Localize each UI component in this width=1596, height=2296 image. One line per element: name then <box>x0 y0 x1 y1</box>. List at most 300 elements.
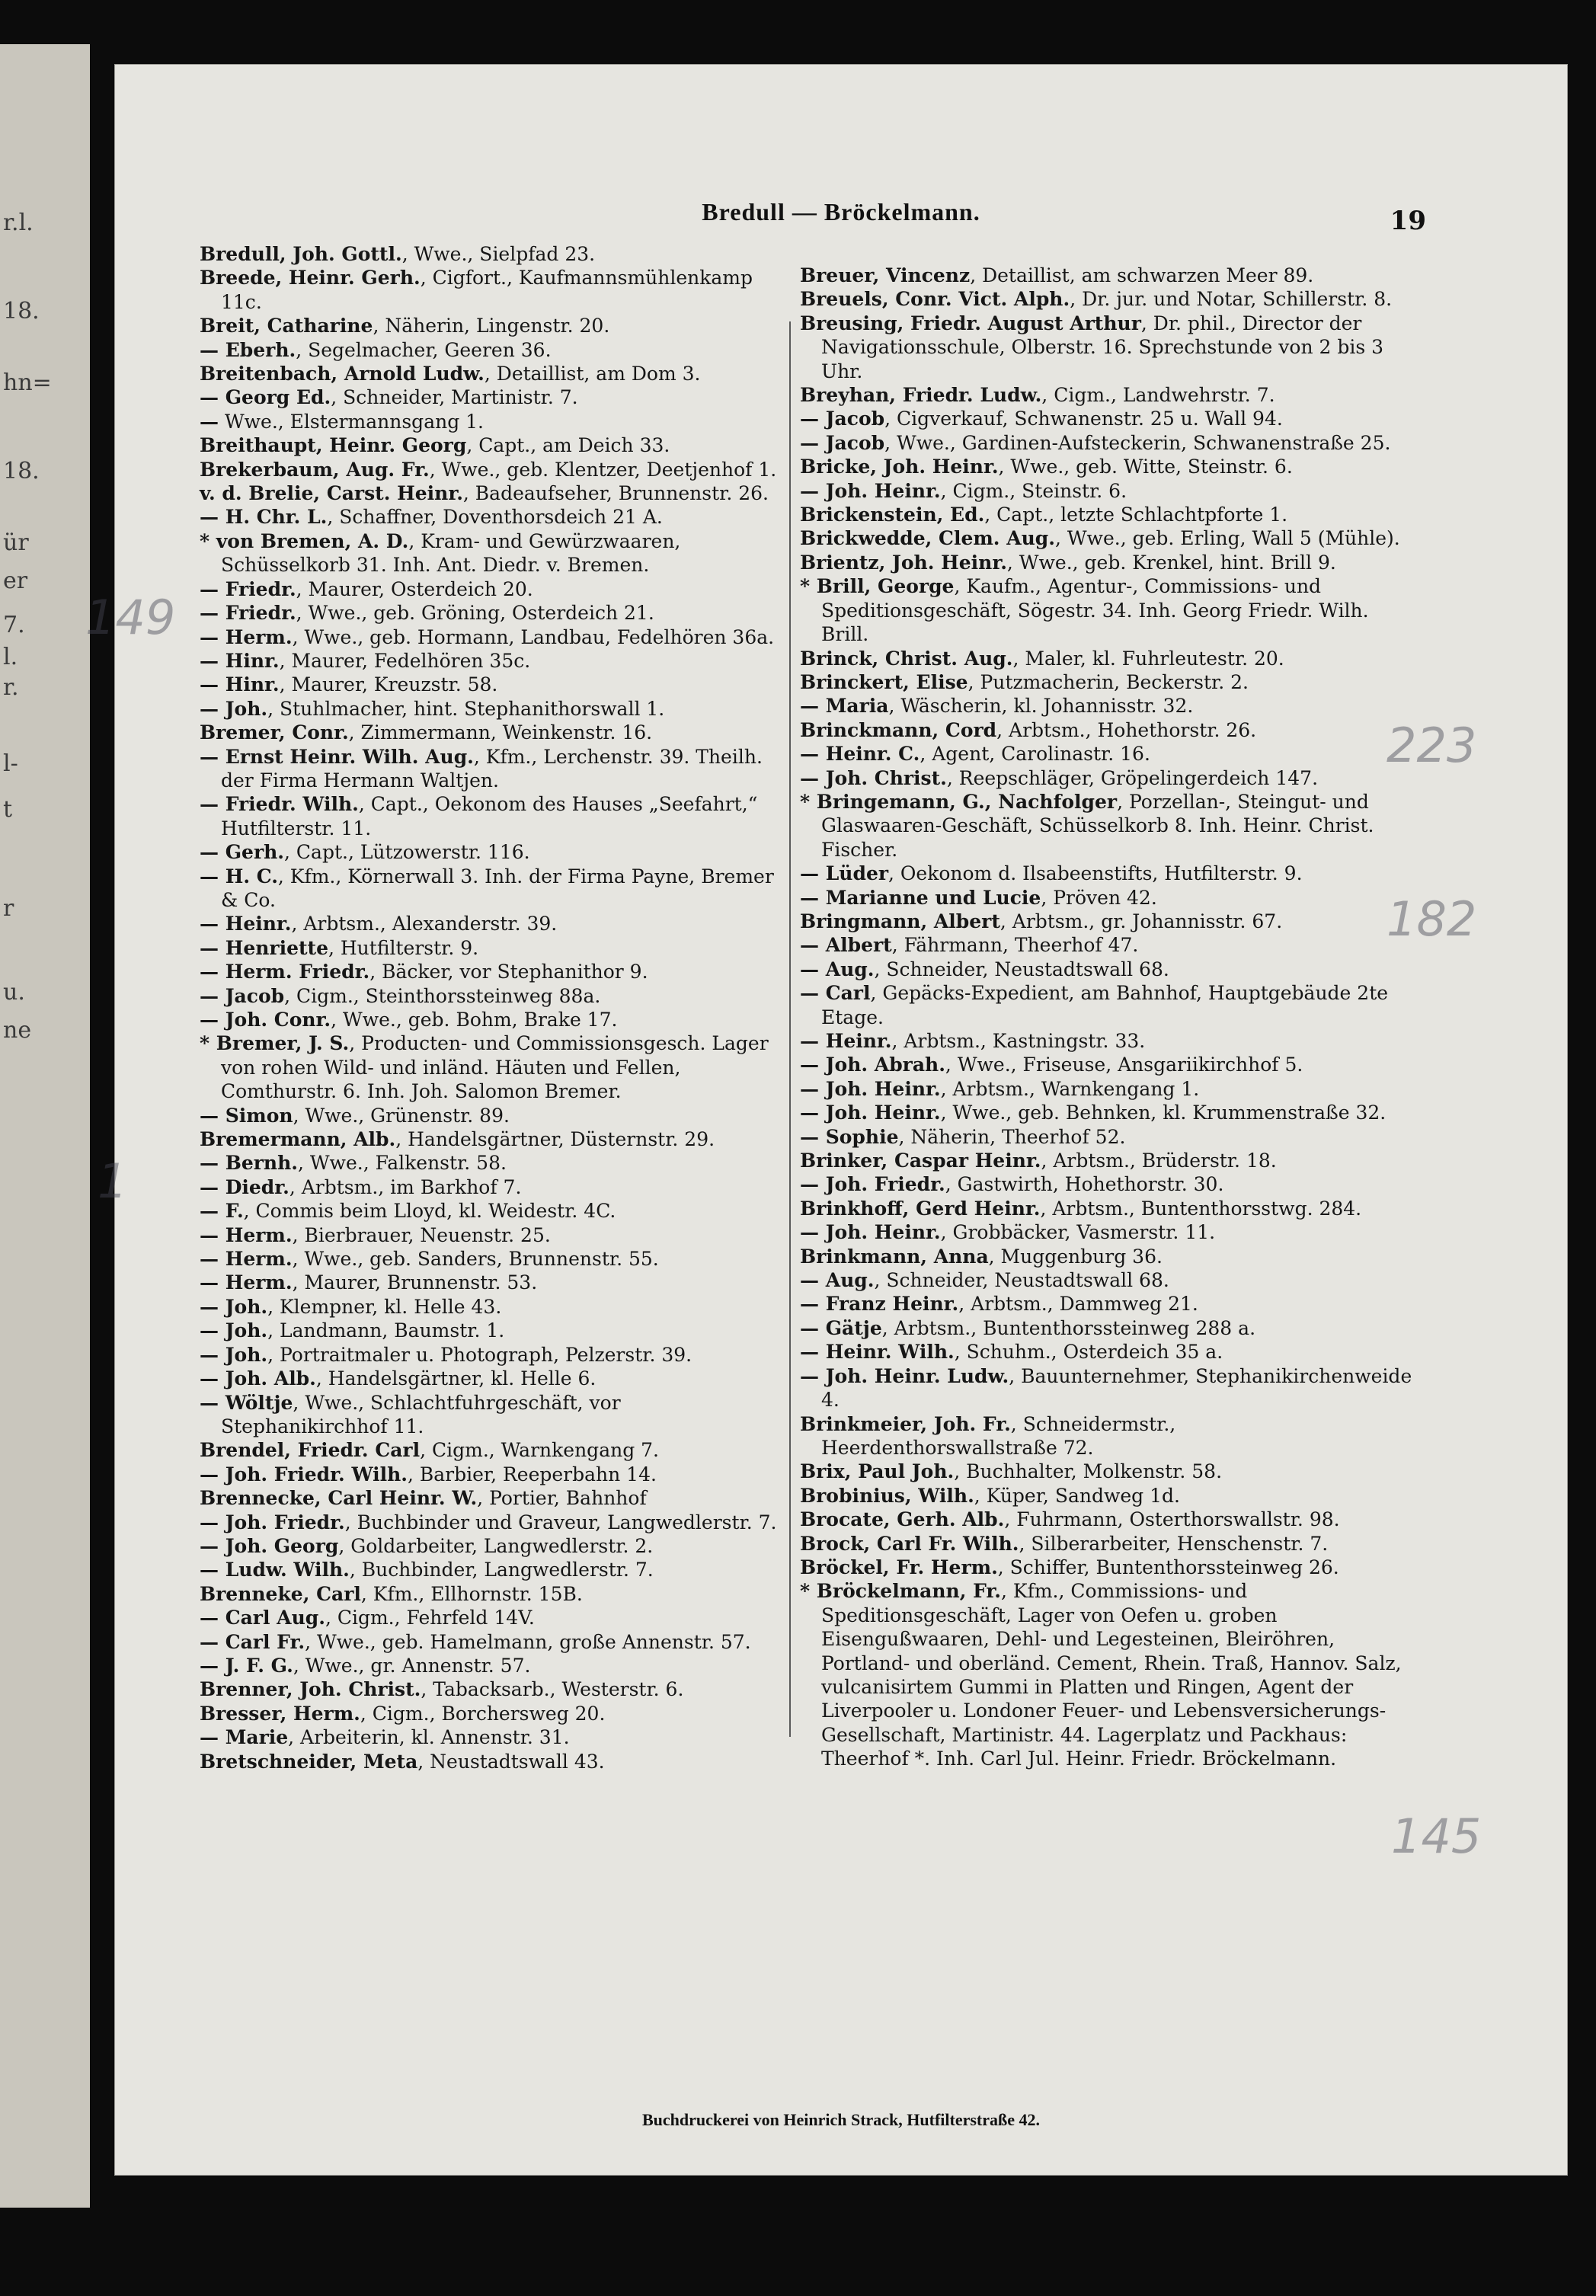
directory-entry <box>800 1364 1414 1412</box>
directory-entry <box>200 1008 786 1031</box>
directory-entry <box>200 1582 786 1606</box>
entry-name: Brennecke, Carl Heinr. W. <box>200 1487 478 1510</box>
document-page <box>85 64 1568 2176</box>
directory-entry <box>800 790 1414 862</box>
entry-name: * von Bremen, A. D. <box>200 529 409 552</box>
entry-name: — Carl Fr. <box>200 1630 305 1653</box>
entry-details: , Wwe., geb. Sanders, Brunnenstr. 55. <box>292 1248 659 1271</box>
entry-details: , Wwe., Schlachtfuhrgeschäft, vor Stephanikirchhof 11. <box>221 1391 621 1437</box>
directory-entry <box>800 1125 1414 1149</box>
entry-details: , Portier, Bahnhof <box>477 1487 647 1510</box>
directory-entry <box>200 792 786 840</box>
directory-entry <box>800 1029 1414 1053</box>
entry-details: , Gastwirth, Hohethorstr. 30. <box>945 1173 1224 1196</box>
entry-name: — Joh. Friedr. Wilh. <box>200 1463 408 1485</box>
entry-name: — Heinr. <box>200 913 292 935</box>
entry-details: , Bierbrauer, Neuenstr. 25. <box>292 1223 551 1246</box>
pencil-annotation: 223 <box>1387 718 1477 773</box>
margin-fragment: ne <box>3 1017 32 1044</box>
entry-name: — Joh. Heinr. Ludw. <box>800 1364 1009 1387</box>
entry-name: Brenner, Joh. Christ. <box>200 1678 421 1701</box>
entry-details: , Arbtsm., Buntenthorssteinweg 288 a. <box>881 1316 1256 1339</box>
entry-details: , Segelmacher, Geeren 36. <box>296 338 552 361</box>
entry-name: — Carl Aug. <box>200 1607 325 1629</box>
directory-entry <box>200 912 786 935</box>
entry-name: Bresser, Herm. <box>200 1702 360 1725</box>
margin-fragment: er <box>3 568 28 594</box>
adjacent-page-strip <box>0 44 90 2208</box>
margin-fragment: u. <box>3 979 25 1006</box>
entry-name: Brinck, Christ. Aug. <box>800 647 1013 670</box>
entry-name: v. d. Brelie, Carst. Heinr. <box>200 482 463 505</box>
entry-name: Bringmann, Albert <box>800 910 1000 932</box>
entry-details: , Cigfort., Kaufmannsmühlenkamp 11c. <box>221 267 753 313</box>
entry-details: , Wwe., geb. Witte, Steinstr. 6. <box>998 456 1293 478</box>
entry-name: — Joh. Conr. <box>200 1009 331 1031</box>
entry-name: Breusing, Friedr. August Arthur <box>800 312 1141 334</box>
entry-details: , Capt., Oekonom des Hauses „Seefahrt,“ Hutfilterstr. 11. <box>221 793 758 839</box>
entry-details: , Arbtsm., gr. Johannisstr. 67. <box>999 910 1283 932</box>
entry-name: Brekerbaum, Aug. Fr. <box>200 458 430 481</box>
directory-entry <box>200 625 786 649</box>
entry-details: , Wwe., geb. Erling, Wall 5 (Mühle). <box>1054 527 1400 550</box>
directory-entry <box>200 1606 786 1629</box>
entry-details: , Neustadtswall 43. <box>417 1750 605 1773</box>
entry-details: , Putzmacherin, Beckerstr. 2. <box>968 670 1249 693</box>
entry-details: , Wwe., geb. Hormann, Landbau, Fedelhören 36a. <box>292 625 775 648</box>
entry-name: Brientz, Joh. Heinr. <box>800 551 1007 574</box>
directory-entry <box>200 385 786 409</box>
entry-name: — Lüder <box>800 862 889 885</box>
directory-entry <box>200 1702 786 1725</box>
entry-details: , Portraitmaler u. Photograph, Pelzerstr. 39. <box>267 1343 692 1366</box>
directory-entry <box>200 1438 786 1462</box>
directory-entry <box>200 1223 786 1247</box>
directory-entry <box>800 1556 1414 1579</box>
entry-name: — Joh. <box>200 697 268 720</box>
entry-name: — Joh. <box>200 1295 268 1318</box>
entry-details: , Wwe., Falkenstr. 58. <box>297 1152 507 1175</box>
directory-entry <box>800 1484 1414 1508</box>
entry-details: , Capt., letzte Schlachtpforte 1. <box>984 504 1288 526</box>
entry-details: , Arbtsm., Buntenthorsstwg. 284. <box>1040 1197 1362 1220</box>
directory-entry <box>200 1511 786 1534</box>
entry-name: Bremer, Conr. <box>200 721 349 744</box>
margin-fragment: 7. <box>3 612 25 638</box>
directory-entry <box>800 670 1414 694</box>
entry-details: , Arbtsm., Kastningstr. 33. <box>891 1030 1146 1052</box>
entry-details: , Schaffner, Doventhorsdeich 21 A. <box>327 506 663 529</box>
entry-name: Breede, Heinr. Gerh. <box>200 267 421 289</box>
entry-name: — Joh. Friedr. <box>200 1511 345 1533</box>
entry-name: — Herm. <box>200 1271 293 1294</box>
directory-entry <box>200 266 786 314</box>
entry-name: Bricke, Joh. Heinr. <box>800 456 999 478</box>
directory-entry <box>800 312 1414 383</box>
directory-entry <box>800 742 1414 766</box>
directory-entry <box>800 455 1414 478</box>
entry-details: , Hutfilterstr. 9. <box>328 936 479 959</box>
entry-name: — J. F. G. <box>200 1654 293 1677</box>
entry-name: — Hinr. <box>200 649 280 672</box>
entry-details: , Buchbinder und Graveur, Langwedlerstr. 7. <box>344 1511 777 1533</box>
entry-details: , Wwe., geb. Krenkel, hint. Brill 9. <box>1006 551 1336 574</box>
entry-details: , Dr. phil., Director der Navigationsschule, Olberstr. 16. Sprechstunde von 2 bis 3 Uhr. <box>821 312 1384 382</box>
directory-entry <box>800 1579 1414 1770</box>
entry-name: — Hinr. <box>200 673 280 696</box>
entry-details: , Wäscherin, kl. Johannisstr. 32. <box>888 695 1194 718</box>
directory-entry <box>200 865 786 913</box>
entry-name: — <box>200 410 219 433</box>
directory-entry <box>800 694 1414 718</box>
entry-details: , Goldarbeiter, Langwedlerstr. 2. <box>338 1534 654 1557</box>
entry-name: Bretschneider, Meta <box>200 1750 418 1773</box>
directory-entry <box>200 697 786 721</box>
entry-name: — Joh. Heinr. <box>800 1102 941 1124</box>
directory-entry <box>200 745 786 793</box>
directory-entry <box>800 383 1414 407</box>
entry-name: — Aug. <box>800 1269 875 1292</box>
entry-details: , Arbtsm., Brüderstr. 18. <box>1041 1150 1277 1172</box>
entry-details: , Wwe., Gardinen-Aufsteckerin, Schwanenstraße 25. <box>884 431 1391 454</box>
directory-entry <box>200 601 786 625</box>
directory-entry <box>200 1558 786 1581</box>
entry-name: — Franz Heinr. <box>800 1293 959 1316</box>
entry-details: , Wwe., Sielpfad 23. <box>401 243 596 265</box>
entry-name: * Bringemann, G., Nachfolger <box>800 790 1118 813</box>
running-head: Bredull — Bröckelmann. <box>702 198 980 225</box>
page-number: 19 <box>1390 206 1426 236</box>
entry-name: — Herm. <box>200 625 293 648</box>
entry-name: * Brill, George <box>800 575 955 598</box>
directory-entry <box>800 1460 1414 1483</box>
directory-entry <box>800 407 1414 430</box>
entry-details: , Bauunternehmer, Stephanikirchenweide 4. <box>821 1364 1412 1412</box>
entry-details: , Cigm., Borchersweg 20. <box>360 1702 606 1725</box>
directory-entry <box>200 1463 786 1486</box>
column-divider <box>789 321 791 1737</box>
pencil-annotation: 182 <box>1387 891 1477 947</box>
margin-fragment: l- <box>3 750 18 777</box>
directory-entry <box>800 1316 1414 1340</box>
directory-entry <box>200 1247 786 1271</box>
entry-details: , Kfm., Körnerwall 3. Inh. der Firma Payne, Bremer & Co. <box>221 865 774 911</box>
directory-entry <box>200 840 786 864</box>
entry-details: , Cigm., Landwehrstr. 7. <box>1041 384 1275 407</box>
directory-entry <box>200 721 786 744</box>
directory-entry <box>800 718 1414 742</box>
entry-details: , Badeaufseher, Brunnenstr. 26. <box>462 482 769 505</box>
entry-name: — H. C. <box>200 865 278 887</box>
entry-name: Breuer, Vincenz <box>800 264 971 286</box>
directory-entry <box>200 1725 786 1749</box>
directory-entry <box>800 1245 1414 1268</box>
entry-name: Bremermann, Alb. <box>200 1128 396 1151</box>
directory-entry <box>200 433 786 457</box>
entry-details: , Oekonom d. Ilsabeenstifts, Hutfilterstr. 9. <box>888 862 1303 885</box>
entry-name: — Diedr. <box>200 1175 289 1198</box>
entry-details: , Buchbinder, Langwedlerstr. 7. <box>349 1559 654 1581</box>
entry-name: — Marie <box>200 1726 289 1749</box>
entry-name: Breithaupt, Heinr. Georg <box>200 434 467 457</box>
directory-entry <box>800 1101 1414 1124</box>
entry-name: Brocate, Gerh. Alb. <box>800 1508 1005 1531</box>
directory-entry <box>200 1319 786 1342</box>
entry-name: — Herm. Friedr. <box>200 961 370 983</box>
entry-name: — Joh. Alb. <box>200 1367 316 1390</box>
directory-entry <box>200 362 786 385</box>
entry-details: , Cigm., Fehrfeld 14V. <box>325 1607 535 1629</box>
pencil-annotation: 149 <box>85 590 176 645</box>
directory-entry <box>200 1199 786 1223</box>
entry-name: — Ludw. Wilh. <box>200 1559 350 1581</box>
entry-details: , Landmann, Baumstr. 1. <box>267 1319 505 1342</box>
directory-entry <box>200 1127 786 1151</box>
directory-entry <box>200 1343 786 1367</box>
entry-name: — Heinr. <box>800 1030 892 1052</box>
right-column <box>800 264 1414 1771</box>
entry-details: , Commis beim Lloyd, kl. Weidestr. 4C. <box>243 1200 616 1223</box>
entry-details: , Producten- und Commissionsgesch. Lager von rohen Wild- und inländ. Häuten und Fellen, Comthurstr. 6. Inh. Joh. Salomon Bremer. <box>221 1032 769 1103</box>
directory-entry <box>800 1197 1414 1220</box>
directory-entry <box>800 933 1414 957</box>
directory-entry <box>200 960 786 983</box>
entry-name: Brock, Carl Fr. Wilh. <box>800 1532 1019 1555</box>
entry-name: — Joh. <box>200 1319 268 1342</box>
directory-entry <box>200 481 786 505</box>
entry-details: , Schneider, Neustadtswall 68. <box>874 958 1169 980</box>
directory-entry <box>800 958 1414 981</box>
entry-name: Brickwedde, Clem. Aug. <box>800 527 1055 550</box>
directory-entry <box>200 1630 786 1654</box>
directory-entry <box>200 314 786 337</box>
directory-entry <box>200 1175 786 1199</box>
entry-name: — Joh. Friedr. <box>800 1173 945 1196</box>
entry-name: — Marianne und Lucie <box>800 886 1041 909</box>
entry-details: , Maurer, Fedelhören 35c. <box>279 649 531 672</box>
directory-entry <box>800 766 1414 790</box>
entry-name: — Friedr. <box>200 577 296 600</box>
entry-details: , Schuhm., Osterdeich 35 a. <box>954 1341 1223 1364</box>
margin-fragment: l. <box>3 644 18 670</box>
entry-details: , Kaufm., Agentur-, Commissions- und Speditionsgeschäft, Sögestr. 34. Inh. Georg Friedr. Wilh. Brill. <box>821 575 1369 646</box>
margin-fragment: ür <box>3 529 29 556</box>
entry-details: , Detaillist, am schwarzen Meer 89. <box>970 264 1314 286</box>
entry-details: , Arbtsm., Dammweg 21. <box>958 1293 1198 1316</box>
entry-name: — Friedr. <box>200 602 296 625</box>
directory-entry <box>800 503 1414 526</box>
directory-entry <box>200 1151 786 1175</box>
entry-details: , Arbtsm., Warnkengang 1. <box>940 1077 1200 1100</box>
directory-entry <box>200 529 786 577</box>
entry-name: — Jacob <box>800 408 885 430</box>
entry-details: , Wwe., geb. Bohm, Brake 17. <box>331 1009 618 1031</box>
entry-name: Brinckmann, Cord <box>800 718 997 741</box>
entry-details: , Detaillist, am Dom 3. <box>484 363 701 385</box>
entry-name: — H. Chr. L. <box>200 506 328 529</box>
entry-details: , Wwe., Friseuse, Ansgariikirchhof 5. <box>945 1054 1303 1076</box>
entry-details: , Maurer, Brunnenstr. 53. <box>292 1271 538 1294</box>
entry-details: , Wwe., geb. Klentzer, Deetjenhof 1. <box>429 458 777 481</box>
directory-entry <box>200 458 786 481</box>
directory-entry <box>200 577 786 601</box>
entry-details: , Cigm., Steinthorssteinweg 88a. <box>284 984 601 1007</box>
printer-imprint: Buchdruckerei von Heinrich Strack, Hutfilterstraße 42. <box>641 2110 1041 2129</box>
entry-details: , Näherin, Theerhof 52. <box>898 1125 1126 1148</box>
entry-name: — Joh. <box>200 1343 268 1366</box>
entry-details: , Gepäcks-Expedient, am Bahnhof, Hauptgebäude 2te Etage. <box>821 982 1389 1028</box>
entry-name: Brinker, Caspar Heinr. <box>800 1150 1041 1172</box>
entry-name: — Bernh. <box>200 1152 298 1175</box>
entry-details: , Arbtsm., Hohethorstr. 26. <box>996 718 1257 741</box>
entry-details: , Schiffer, Buntenthorssteinweg 26. <box>997 1556 1339 1578</box>
entry-name: — Maria <box>800 695 889 718</box>
directory-entry <box>200 1295 786 1319</box>
margin-fragment: 18. <box>3 298 40 325</box>
entry-details: , Maurer, Kreuzstr. 58. <box>279 673 498 696</box>
entry-name: Brickenstein, Ed. <box>800 504 985 526</box>
directory-entry <box>200 1104 786 1127</box>
directory-entry <box>800 862 1414 885</box>
entry-details: , Küper, Sandweg 1d. <box>974 1484 1180 1507</box>
entry-details: , Handelsgärtner, Düsternstr. 29. <box>395 1128 715 1151</box>
entry-details: , Schneidermstr., Heerdenthorswallstraße 72. <box>821 1412 1176 1459</box>
directory-entry <box>800 551 1414 574</box>
entry-name: — Joh. Heinr. <box>800 1221 941 1244</box>
directory-entry <box>800 1412 1414 1460</box>
directory-entry <box>800 287 1414 311</box>
entry-details: , Capt., Lützowerstr. 116. <box>284 841 530 864</box>
entry-details: , Muggenburg 36. <box>988 1245 1163 1268</box>
entry-details: , Maler, kl. Fuhrleutestr. 20. <box>1012 647 1284 670</box>
entry-name: — Georg Ed. <box>200 386 331 409</box>
directory-entry <box>200 1031 786 1103</box>
directory-entry <box>800 647 1414 670</box>
entry-details: , Barbier, Reeperbahn 14. <box>407 1463 657 1485</box>
entry-details: , Wwe., gr. Annenstr. 57. <box>293 1654 531 1677</box>
directory-entry <box>200 1677 786 1701</box>
directory-entry <box>200 1750 786 1773</box>
entry-name: — Friedr. Wilh. <box>200 793 359 816</box>
entry-details: , Stuhlmacher, hint. Stephanithorswall 1. <box>267 697 665 720</box>
entry-details: , Schneider, Neustadtswall 68. <box>874 1269 1169 1292</box>
directory-entry <box>800 910 1414 933</box>
margin-fragment: 18. <box>3 458 40 484</box>
entry-details: , Näherin, Lingenstr. 20. <box>373 315 610 337</box>
entry-name: — Henriette <box>200 936 328 959</box>
directory-entry <box>800 574 1414 646</box>
entry-details: , Pröven 42. <box>1041 886 1157 909</box>
directory-entry <box>800 1077 1414 1101</box>
directory-entry <box>800 264 1414 287</box>
directory-entry <box>200 1486 786 1510</box>
entry-details: , Fährmann, Theerhof 47. <box>891 934 1139 957</box>
entry-details: , Handelsgärtner, kl. Helle 6. <box>315 1367 597 1390</box>
entry-name: Brinckert, Elise <box>800 670 968 693</box>
directory-entry <box>800 479 1414 503</box>
entry-details: , Cigm., Steinstr. 6. <box>940 479 1127 502</box>
entry-name: — Jacob <box>800 431 885 454</box>
directory-entry <box>200 984 786 1008</box>
margin-fragment: r <box>3 895 14 922</box>
entry-details: , Fuhrmann, Osterthorswallstr. 98. <box>1004 1508 1340 1531</box>
entry-name: — Joh. Heinr. <box>800 479 941 502</box>
directory-entry <box>800 526 1414 550</box>
directory-entry <box>200 1534 786 1558</box>
entry-name: Breitenbach, Arnold Ludw. <box>200 363 485 385</box>
entry-details: , Wwe., geb. Gröning, Osterdeich 21. <box>296 602 654 625</box>
entry-details: , Kfm., Ellhornstr. 15B. <box>360 1582 583 1605</box>
directory-entry <box>800 1508 1414 1531</box>
entry-name: Brendel, Friedr. Carl <box>200 1439 421 1462</box>
entry-details: Wwe., Elstermannsgang 1. <box>219 410 484 433</box>
entry-name: Brinkmann, Anna <box>800 1245 989 1268</box>
entry-details: , Kfm., Commissions- und Speditionsgeschäft, Lager von Oefen u. groben Eisengußwaaren, Dehl- und Legesteinen, Bleiröhren, Portland- und oberländ. Cement, Rhein. Traß, Hannov. Salz, vulcanisirtem Gummi in Platten und Ringen, Agent der Liverpooler u. Londoner Feuer- und Lebensversicherungs-Gesellschaft, Martinistr. 44. Lagerplatz und Packhaus: Theerhof *. Inh. Carl Jul. Heinr. Friedr. Bröckelmann. <box>821 1580 1402 1770</box>
entry-name: Breuels, Conr. Vict. Alph. <box>800 288 1070 311</box>
entry-name: — Joh. Georg <box>200 1534 339 1557</box>
entry-name: — Eberh. <box>200 338 296 361</box>
directory-entry <box>800 1532 1414 1556</box>
entry-name: Brix, Paul Joh. <box>800 1460 955 1483</box>
entry-name: — Heinr. C. <box>800 743 920 766</box>
margin-fragment: t <box>3 796 13 823</box>
entry-name: Bröckel, Fr. Herm. <box>800 1556 998 1578</box>
entry-name: — Sophie <box>800 1125 899 1148</box>
entry-details: , Agent, Carolinastr. 16. <box>920 743 1150 766</box>
directory-entry <box>200 1654 786 1677</box>
directory-entry <box>200 649 786 673</box>
directory-entry <box>800 1149 1414 1172</box>
entry-name: Brobinius, Wilh. <box>800 1484 974 1507</box>
entry-name: * Bröckelmann, Fr. <box>800 1580 1002 1603</box>
entry-details: , Grobbäcker, Vasmerstr. 11. <box>940 1221 1216 1244</box>
directory-entry <box>200 242 786 266</box>
entry-details: , Cigm., Warnkengang 7. <box>420 1439 659 1462</box>
entry-details: , Arbeiterin, kl. Annenstr. 31. <box>288 1726 570 1749</box>
pencil-annotation: 1 <box>98 1153 128 1209</box>
entry-details: , Schneider, Martinistr. 7. <box>331 386 578 409</box>
margin-fragment: r. <box>3 674 19 701</box>
entry-details: , Dr. jur. und Notar, Schillerstr. 8. <box>1070 288 1393 311</box>
directory-entry <box>200 338 786 362</box>
entry-name: — Heinr. Wilh. <box>800 1341 955 1364</box>
directory-entry <box>200 410 786 433</box>
entry-details: , Klempner, kl. Helle 43. <box>267 1295 502 1318</box>
directory-entry <box>800 1292 1414 1316</box>
directory-entry <box>200 505 786 529</box>
entry-name: — Ernst Heinr. Wilh. Aug. <box>200 745 474 768</box>
directory-entry <box>800 1268 1414 1292</box>
directory-entry <box>800 981 1414 1029</box>
entry-name: — Joh. Abrah. <box>800 1054 945 1076</box>
entry-name: — Albert <box>800 934 892 957</box>
directory-entry <box>200 1391 786 1439</box>
entry-name: — F. <box>200 1200 244 1223</box>
pencil-annotation: 145 <box>1391 1808 1482 1864</box>
entry-name: Brenneke, Carl <box>200 1582 361 1605</box>
entry-name: — Herm. <box>200 1223 293 1246</box>
entry-details: , Wwe., geb. Behnken, kl. Krummenstraße 32. <box>940 1102 1387 1124</box>
entry-details: , Kram- und Gewürzwaaren, Schüsselkorb 31. Inh. Ant. Diedr. v. Bremen. <box>221 529 681 577</box>
directory-entry <box>800 1053 1414 1076</box>
directory-entry <box>200 936 786 960</box>
entry-details: , Tabacksarb., Westerstr. 6. <box>421 1678 684 1701</box>
entry-details: , Zimmermann, Weinkenstr. 16. <box>348 721 653 744</box>
entry-name: — Aug. <box>800 958 875 980</box>
directory-entry <box>800 1172 1414 1196</box>
entry-details: , Arbtsm., im Barkhof 7. <box>289 1175 522 1198</box>
entry-details: , Arbtsm., Alexanderstr. 39. <box>291 913 558 935</box>
